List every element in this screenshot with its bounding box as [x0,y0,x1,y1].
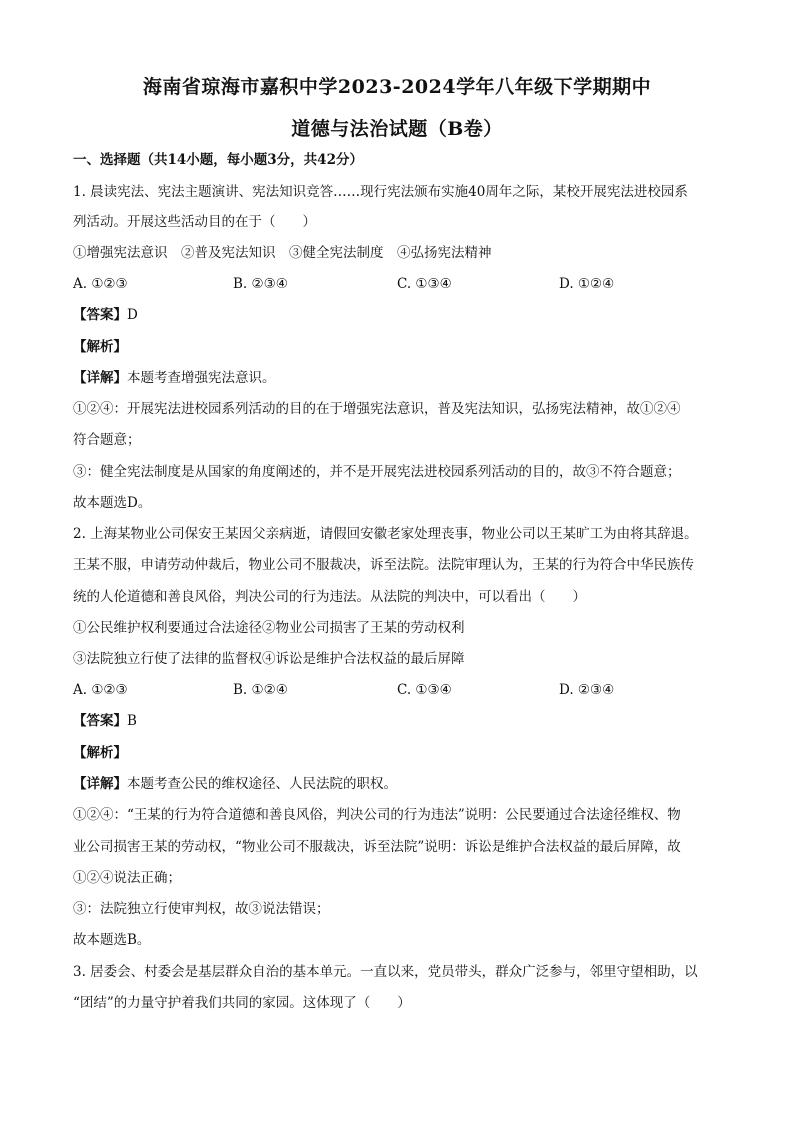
q1-answer-tag: 【答案】 [73,307,127,323]
q3-stem-line1: 3. 居委会、村委会是基层群众自治的基本单元。一直以来，党员带头，群众广泛参与，邻里守望相助，以 [73,964,698,980]
section-heading: 一、选择题（共14小题，每小题3分，共42分） [73,152,363,168]
exam-title-line2: 道德与法治试题（B卷） [291,118,503,140]
q2-options [73,680,723,700]
q1-detail-tag: 【详解】 [73,370,127,386]
q2-answer [73,711,723,731]
q2-detail-line5: ③：法院独立行使审判权，故③说法错误； [73,901,330,917]
q1-option-b: B. ②③④ [233,276,288,292]
exam-title-line1: 海南省琼海市嘉积中学2023-2024学年八年级下学期期中 [142,76,652,98]
q1-stem-line2: 列活动。开展这些活动目的在于（ ） [73,214,316,230]
q2-detail-tag: 【详解】 [73,776,127,792]
q3-stem-line2: “团结”的力量守护着我们共同的家园。这体现了（ ） [73,995,411,1011]
q2-stem-line1: 2. 上海某物业公司保安王某因父亲病逝，请假回安徽老家处理丧事，物业公司以王某旷工为由将其辞退。 [73,526,698,542]
q1-statements: ①增强宪法意识 ②普及宪法知识 ③健全宪法制度 ④弘扬宪法精神 [73,245,492,261]
q1-detail-line3: 符合题意； [73,432,141,448]
q2-detail-line6: 故本题选B。 [73,932,151,948]
q2-detail-line3: 业公司损害王某的劳动权，“物业公司不服裁决，诉至法院”说明：诉讼是维护合法权益的最后屏障，故 [73,839,681,855]
q2-option-b: B. ①②④ [233,682,288,698]
q1-option-a: A. ①②③ [73,276,128,292]
q1-options [73,274,723,294]
q1-stem-line1: 1. 晨读宪法、宪法主题演讲、宪法知识竞答……现行宪法颁布实施40周年之际，某校开展宪法进校园系 [73,184,688,200]
q2-stem-line3: 统的人伦道德和善良风俗，判决公司的行为违法。从法院的判决中，可以看出（ ） [73,589,586,605]
q2-option-c: C. ①③④ [397,682,452,698]
q1-detail-line5: 故本题选D。 [73,495,152,511]
q1-detail-line4: ③：健全宪法制度是从国家的角度阐述的，并不是开展宪法进校园系列活动的目的，故③不符合题意； [73,464,681,480]
q1-analysis-tag: 【解析】 [73,339,127,355]
q2-detail-text1: 本题考查公民的维权途径、人民法院的职权。 [127,776,397,792]
q1-option-d: D. ①②④ [559,276,615,292]
q1-detail-text1: 本题考查增强宪法意识。 [127,370,276,386]
q2-answer-value: B [127,713,137,729]
q2-detail-line2: ①②④：“王某的行为符合道德和善良风俗，判决公司的行为违法”说明：公民要通过合法途径维权、物 [73,807,681,823]
q1-detail-line1 [73,368,723,388]
q2-statements-line1: ①公民维护权利要通过合法途径②物业公司损害了王某的劳动权利 [73,620,465,636]
q2-statements-line2: ③法院独立行使了法律的监督权④诉讼是维护合法权益的最后屏障 [73,651,465,667]
q2-option-d: D. ②③④ [559,682,615,698]
q2-analysis-tag: 【解析】 [73,745,127,761]
q2-detail-line4: ①②④说法正确； [73,870,181,886]
q1-option-c: C. ①③④ [397,276,452,292]
q1-answer-value: D [127,307,138,323]
q1-detail-line2: ①②④：开展宪法进校园系列活动的目的在于增强宪法意识，普及宪法知识，弘扬宪法精神，故①②④ [73,401,681,417]
q1-answer [73,305,723,325]
q2-stem-line2: 王某不服，申请劳动仲裁后，物业公司不服裁决，诉至法院。法院审理认为，王某的行为符合中华民族传 [73,557,694,573]
q2-option-a: A. ①②③ [73,682,128,698]
q2-answer-tag: 【答案】 [73,713,127,729]
q2-detail-line1 [73,774,723,794]
